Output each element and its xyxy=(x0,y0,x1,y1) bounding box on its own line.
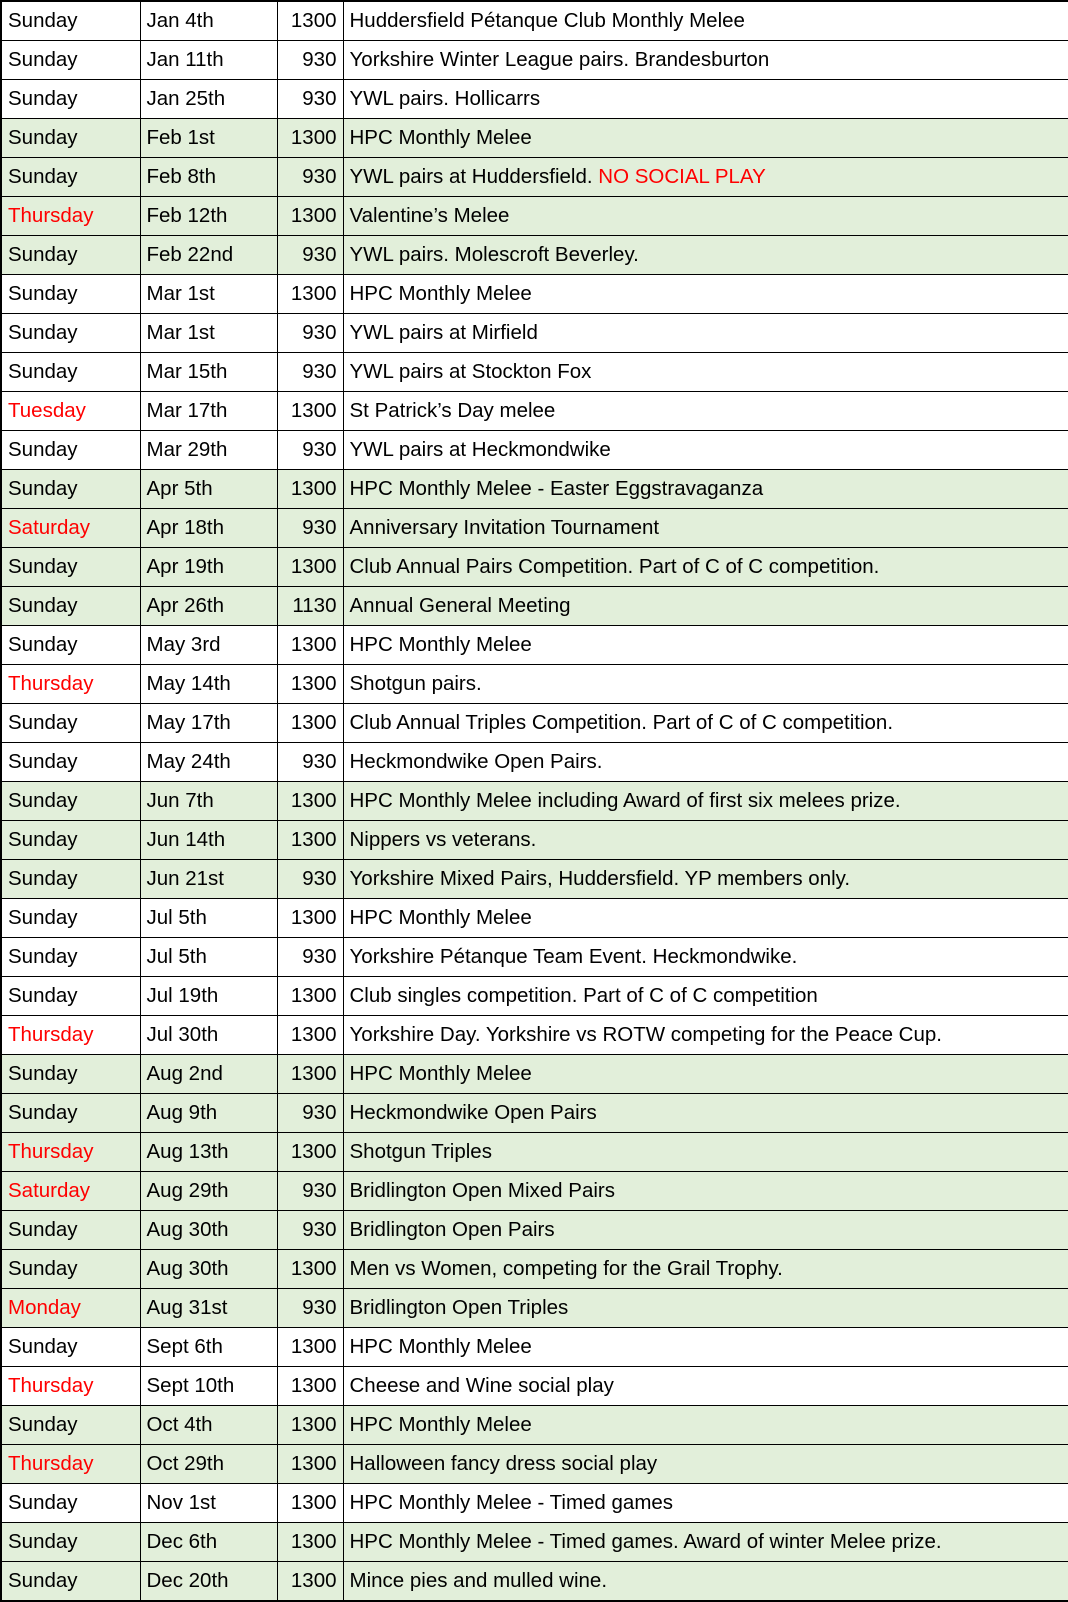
table-row xyxy=(1,587,1068,626)
table-row xyxy=(1,314,1068,353)
table-row xyxy=(1,1133,1068,1172)
table-row xyxy=(1,197,1068,236)
cell-day: Sunday xyxy=(1,275,140,314)
table-row xyxy=(1,782,1068,821)
cell-date: Sept 6th xyxy=(140,1328,277,1367)
table-row xyxy=(1,41,1068,80)
cell-time: 930 xyxy=(277,236,343,275)
cell-time: 1300 xyxy=(277,1484,343,1523)
table-row xyxy=(1,1016,1068,1055)
cell-time: 930 xyxy=(277,41,343,80)
cell-date: Apr 19th xyxy=(140,548,277,587)
cell-time: 1300 xyxy=(277,1133,343,1172)
cell-event: YWL pairs. Molescroft Beverley. xyxy=(343,236,1068,275)
cell-day: Sunday xyxy=(1,1,140,41)
cell-event: HPC Monthly Melee xyxy=(343,1055,1068,1094)
cell-event: Mince pies and mulled wine. xyxy=(343,1562,1068,1602)
cell-date: Mar 17th xyxy=(140,392,277,431)
cell-event: YWL pairs at Mirfield xyxy=(343,314,1068,353)
event-note: NO SOCIAL PLAY xyxy=(598,164,766,188)
table-row xyxy=(1,119,1068,158)
cell-time: 930 xyxy=(277,158,343,197)
cell-date: Jul 30th xyxy=(140,1016,277,1055)
cell-time: 930 xyxy=(277,353,343,392)
cell-date: Jun 7th xyxy=(140,782,277,821)
cell-day: Sunday xyxy=(1,1211,140,1250)
cell-date: Oct 4th xyxy=(140,1406,277,1445)
cell-time: 1300 xyxy=(277,1562,343,1602)
cell-day: Sunday xyxy=(1,158,140,197)
cell-date: Apr 5th xyxy=(140,470,277,509)
cell-time: 930 xyxy=(277,1094,343,1133)
table-row xyxy=(1,80,1068,119)
cell-time: 930 xyxy=(277,1211,343,1250)
event-text: YWL pairs at Huddersfield. xyxy=(349,164,599,188)
cell-time: 930 xyxy=(277,860,343,899)
cell-day: Saturday xyxy=(1,509,140,548)
cell-day: Thursday xyxy=(1,197,140,236)
cell-date: Mar 15th xyxy=(140,353,277,392)
cell-day: Sunday xyxy=(1,938,140,977)
table-row xyxy=(1,1094,1068,1133)
cell-time: 1300 xyxy=(277,392,343,431)
cell-event: Halloween fancy dress social play xyxy=(343,1445,1068,1484)
cell-day: Tuesday xyxy=(1,392,140,431)
cell-day: Sunday xyxy=(1,1562,140,1602)
cell-time: 930 xyxy=(277,1289,343,1328)
cell-day: Sunday xyxy=(1,431,140,470)
cell-date: Aug 2nd xyxy=(140,1055,277,1094)
cell-event: Nippers vs veterans. xyxy=(343,821,1068,860)
cell-time: 930 xyxy=(277,431,343,470)
cell-event: HPC Monthly Melee including Award of first six melees prize. xyxy=(343,782,1068,821)
table-row xyxy=(1,626,1068,665)
cell-date: Nov 1st xyxy=(140,1484,277,1523)
cell-day: Sunday xyxy=(1,977,140,1016)
cell-date: Aug 29th xyxy=(140,1172,277,1211)
cell-event: Valentine’s Melee xyxy=(343,197,1068,236)
table-row xyxy=(1,1484,1068,1523)
cell-time: 1300 xyxy=(277,1328,343,1367)
cell-time: 1300 xyxy=(277,704,343,743)
cell-event: Bridlington Open Mixed Pairs xyxy=(343,1172,1068,1211)
cell-time: 1300 xyxy=(277,1,343,41)
cell-date: Jul 5th xyxy=(140,899,277,938)
cell-time: 1300 xyxy=(277,782,343,821)
cell-time: 1300 xyxy=(277,1016,343,1055)
cell-day: Sunday xyxy=(1,119,140,158)
table-row xyxy=(1,938,1068,977)
cell-day: Sunday xyxy=(1,587,140,626)
cell-date: Mar 1st xyxy=(140,275,277,314)
cell-date: Apr 18th xyxy=(140,509,277,548)
table-row xyxy=(1,1250,1068,1289)
cell-date: Dec 6th xyxy=(140,1523,277,1562)
cell-time: 1300 xyxy=(277,977,343,1016)
cell-day: Thursday xyxy=(1,1016,140,1055)
cell-time: 1300 xyxy=(277,548,343,587)
cell-event: Bridlington Open Triples xyxy=(343,1289,1068,1328)
cell-day: Sunday xyxy=(1,1094,140,1133)
table-row xyxy=(1,1406,1068,1445)
cell-time: 930 xyxy=(277,1172,343,1211)
cell-time: 1300 xyxy=(277,275,343,314)
cell-date: Apr 26th xyxy=(140,587,277,626)
cell-event: Yorkshire Day. Yorkshire vs ROTW competing for the Peace Cup. xyxy=(343,1016,1068,1055)
cell-date: Jun 14th xyxy=(140,821,277,860)
table-row xyxy=(1,743,1068,782)
cell-day: Sunday xyxy=(1,1484,140,1523)
cell-day: Saturday xyxy=(1,1172,140,1211)
cell-day: Thursday xyxy=(1,1133,140,1172)
cell-time: 1300 xyxy=(277,470,343,509)
cell-time: 1300 xyxy=(277,665,343,704)
cell-date: Jun 21st xyxy=(140,860,277,899)
cell-day: Sunday xyxy=(1,1055,140,1094)
cell-day: Sunday xyxy=(1,80,140,119)
cell-time: 1300 xyxy=(277,119,343,158)
table-row xyxy=(1,704,1068,743)
cell-date: Mar 29th xyxy=(140,431,277,470)
cell-event: YWL pairs at Heckmondwike xyxy=(343,431,1068,470)
cell-event: HPC Monthly Melee xyxy=(343,626,1068,665)
cell-date: Aug 30th xyxy=(140,1250,277,1289)
table-row xyxy=(1,158,1068,197)
table-row xyxy=(1,1367,1068,1406)
cell-event: St Patrick’s Day melee xyxy=(343,392,1068,431)
table-row xyxy=(1,821,1068,860)
cell-event: Club Annual Pairs Competition. Part of C of C competition. xyxy=(343,548,1068,587)
cell-time: 1300 xyxy=(277,626,343,665)
cell-day: Sunday xyxy=(1,236,140,275)
cell-day: Sunday xyxy=(1,41,140,80)
cell-event: HPC Monthly Melee xyxy=(343,275,1068,314)
cell-day: Thursday xyxy=(1,665,140,704)
cell-time: 1300 xyxy=(277,821,343,860)
table-row xyxy=(1,1445,1068,1484)
cell-day: Sunday xyxy=(1,314,140,353)
cell-day: Sunday xyxy=(1,782,140,821)
cell-date: Aug 13th xyxy=(140,1133,277,1172)
cell-event: Huddersfield Pétanque Club Monthly Melee xyxy=(343,1,1068,41)
cell-event: Heckmondwike Open Pairs xyxy=(343,1094,1068,1133)
cell-day: Sunday xyxy=(1,821,140,860)
cell-event: Yorkshire Mixed Pairs, Huddersfield. YP members only. xyxy=(343,860,1068,899)
cell-day: Monday xyxy=(1,1289,140,1328)
cell-time: 930 xyxy=(277,938,343,977)
cell-event: Anniversary Invitation Tournament xyxy=(343,509,1068,548)
table-row xyxy=(1,470,1068,509)
cell-event: Shotgun Triples xyxy=(343,1133,1068,1172)
cell-day: Thursday xyxy=(1,1445,140,1484)
table-row xyxy=(1,977,1068,1016)
cell-time: 1130 xyxy=(277,587,343,626)
cell-day: Sunday xyxy=(1,1523,140,1562)
cell-date: Feb 12th xyxy=(140,197,277,236)
table-row xyxy=(1,431,1068,470)
cell-date: Oct 29th xyxy=(140,1445,277,1484)
cell-date: Aug 30th xyxy=(140,1211,277,1250)
cell-day: Sunday xyxy=(1,743,140,782)
cell-event: Yorkshire Pétanque Team Event. Heckmondwike. xyxy=(343,938,1068,977)
cell-event: HPC Monthly Melee xyxy=(343,1406,1068,1445)
table-row xyxy=(1,353,1068,392)
cell-time: 1300 xyxy=(277,1523,343,1562)
table-row xyxy=(1,1328,1068,1367)
cell-event: HPC Monthly Melee xyxy=(343,1328,1068,1367)
cell-event: Yorkshire Winter League pairs. Brandesburton xyxy=(343,41,1068,80)
cell-date: Feb 22nd xyxy=(140,236,277,275)
cell-day: Sunday xyxy=(1,626,140,665)
cell-time: 1300 xyxy=(277,1055,343,1094)
cell-day: Sunday xyxy=(1,1250,140,1289)
table-row xyxy=(1,275,1068,314)
cell-date: Jan 25th xyxy=(140,80,277,119)
cell-event: Cheese and Wine social play xyxy=(343,1367,1068,1406)
cell-time: 1300 xyxy=(277,1250,343,1289)
cell-event: Shotgun pairs. xyxy=(343,665,1068,704)
cell-date: Sept 10th xyxy=(140,1367,277,1406)
cell-date: May 3rd xyxy=(140,626,277,665)
cell-day: Sunday xyxy=(1,548,140,587)
cell-event: YWL pairs at Stockton Fox xyxy=(343,353,1068,392)
cell-time: 930 xyxy=(277,509,343,548)
cell-date: Jan 11th xyxy=(140,41,277,80)
cell-event: HPC Monthly Melee - Timed games xyxy=(343,1484,1068,1523)
cell-date: Aug 31st xyxy=(140,1289,277,1328)
cell-date: Jul 5th xyxy=(140,938,277,977)
cell-day: Sunday xyxy=(1,470,140,509)
table-row xyxy=(1,1,1068,41)
cell-event: Club singles competition. Part of C of C competition xyxy=(343,977,1068,1016)
cell-date: Feb 1st xyxy=(140,119,277,158)
cell-day: Sunday xyxy=(1,899,140,938)
table-row xyxy=(1,899,1068,938)
cell-event: HPC Monthly Melee xyxy=(343,899,1068,938)
cell-time: 930 xyxy=(277,314,343,353)
cell-event: Annual General Meeting xyxy=(343,587,1068,626)
cell-event: Heckmondwike Open Pairs. xyxy=(343,743,1068,782)
cell-time: 930 xyxy=(277,80,343,119)
table-row xyxy=(1,1211,1068,1250)
cell-date: Aug 9th xyxy=(140,1094,277,1133)
table-row xyxy=(1,1562,1068,1602)
cell-day: Sunday xyxy=(1,353,140,392)
cell-day: Sunday xyxy=(1,1406,140,1445)
table-row xyxy=(1,1055,1068,1094)
cell-date: May 14th xyxy=(140,665,277,704)
cell-date: Mar 1st xyxy=(140,314,277,353)
cell-event: Club Annual Triples Competition. Part of C of C competition. xyxy=(343,704,1068,743)
cell-event: HPC Monthly Melee - Timed games. Award of winter Melee prize. xyxy=(343,1523,1068,1562)
table-row xyxy=(1,1523,1068,1562)
cell-day: Thursday xyxy=(1,1367,140,1406)
table-row xyxy=(1,665,1068,704)
cell-date: May 24th xyxy=(140,743,277,782)
cell-event: YWL pairs. Hollicarrs xyxy=(343,80,1068,119)
cell-date: Jan 4th xyxy=(140,1,277,41)
cell-time: 1300 xyxy=(277,1367,343,1406)
cell-event: HPC Monthly Melee xyxy=(343,119,1068,158)
cell-date: Jul 19th xyxy=(140,977,277,1016)
cell-day: Sunday xyxy=(1,704,140,743)
cell-event: HPC Monthly Melee - Easter Eggstravaganza xyxy=(343,470,1068,509)
cell-date: May 17th xyxy=(140,704,277,743)
table-row xyxy=(1,548,1068,587)
cell-day: Sunday xyxy=(1,860,140,899)
cell-time: 1300 xyxy=(277,1406,343,1445)
cell-time: 1300 xyxy=(277,1445,343,1484)
table-row xyxy=(1,1172,1068,1211)
cell-time: 930 xyxy=(277,743,343,782)
table-row xyxy=(1,1289,1068,1328)
table-row xyxy=(1,509,1068,548)
cell-time: 1300 xyxy=(277,899,343,938)
cell-day: Sunday xyxy=(1,1328,140,1367)
cell-date: Dec 20th xyxy=(140,1562,277,1602)
table-row xyxy=(1,860,1068,899)
cell-date: Feb 8th xyxy=(140,158,277,197)
cell-event: Men vs Women, competing for the Grail Trophy. xyxy=(343,1250,1068,1289)
cell-time: 1300 xyxy=(277,197,343,236)
table-row xyxy=(1,392,1068,431)
table-row xyxy=(1,236,1068,275)
cell-event: Bridlington Open Pairs xyxy=(343,1211,1068,1250)
schedule-rows xyxy=(1,1,1068,1601)
cell-event xyxy=(343,158,1068,197)
